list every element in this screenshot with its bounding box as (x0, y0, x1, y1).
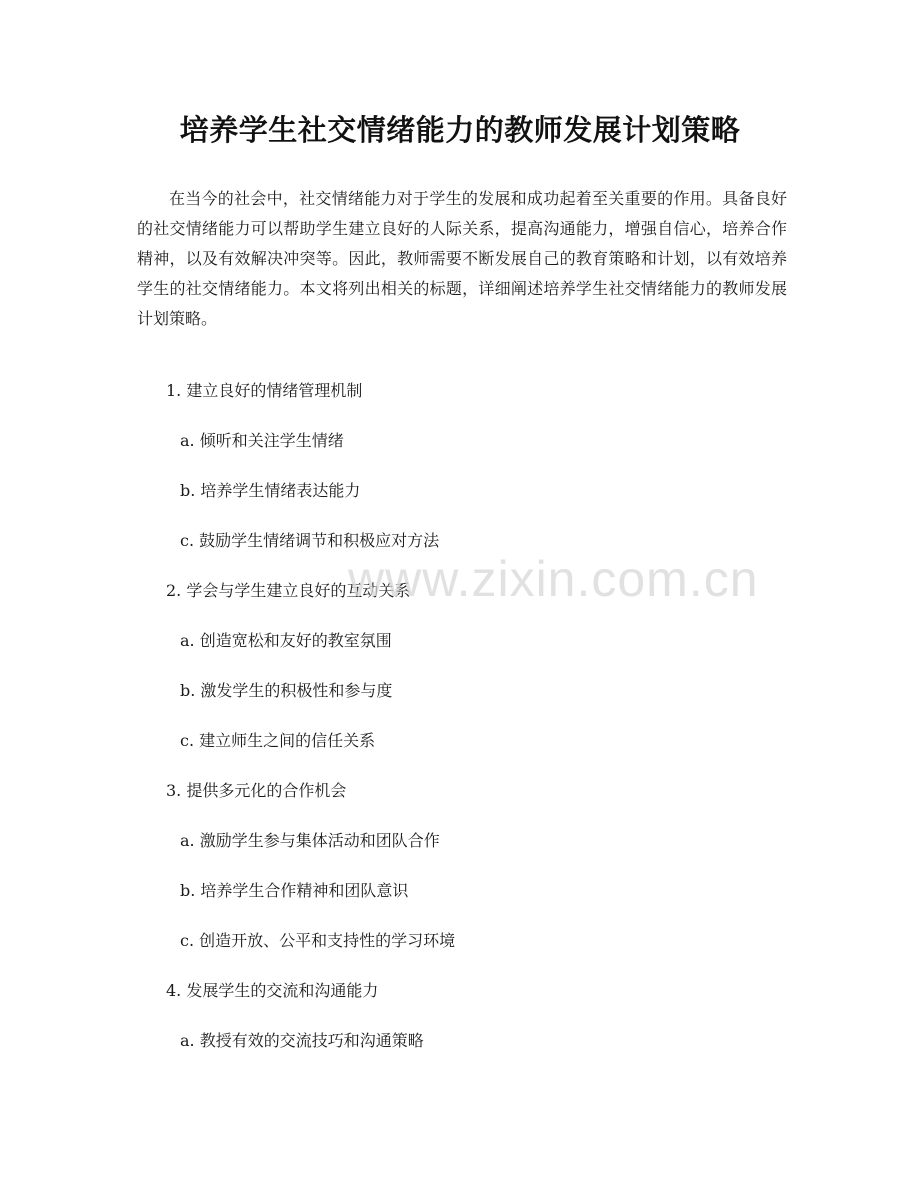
section-item: a. 教授有效的交流技巧和沟通策略 (180, 1031, 424, 1050)
section-heading: 3. 提供多元化的合作机会 (166, 781, 347, 800)
section-item: c. 鼓励学生情绪调节和积极应对方法 (180, 531, 440, 550)
document-title: 培养学生社交情绪能力的教师发展计划策略 (179, 113, 741, 147)
section-heading: 4. 发展学生的交流和沟通能力 (166, 981, 379, 1000)
intro-paragraph: 在当今的社会中，社交情绪能力对于学生的发展和成功起着至关重要的作用。具备良好的社交情绪能力可以帮助学生建立良好的人际关系，提高沟通能力，增强自信心，培养合作精神，以及有效解决冲突等。因此，教师需要不断发展自己的教育策略和计划，以有效培养学生的社交情绪能力。本文将列出相关的标题，详细阐述培养学生社交情绪能力的教师发展计划策略。 (137, 189, 787, 328)
section-heading: 2. 学会与学生建立良好的互动关系 (166, 581, 411, 600)
section-item: b. 培养学生情绪表达能力 (180, 481, 361, 500)
section-item: b. 激发学生的积极性和参与度 (180, 681, 393, 700)
section-item: c. 建立师生之间的信任关系 (180, 731, 376, 750)
section-item: a. 创造宽松和友好的教室氛围 (180, 631, 392, 650)
section-item: a. 倾听和关注学生情绪 (180, 431, 344, 450)
section-heading: 1. 建立良好的情绪管理机制 (166, 381, 363, 400)
section-item: b. 培养学生合作精神和团队意识 (180, 881, 409, 900)
section-item: c. 创造开放、公平和支持性的学习环境 (180, 931, 456, 950)
watermark-text: www.zixin.com.cn (348, 551, 759, 607)
section-item: a. 激励学生参与集体活动和团队合作 (180, 831, 440, 850)
